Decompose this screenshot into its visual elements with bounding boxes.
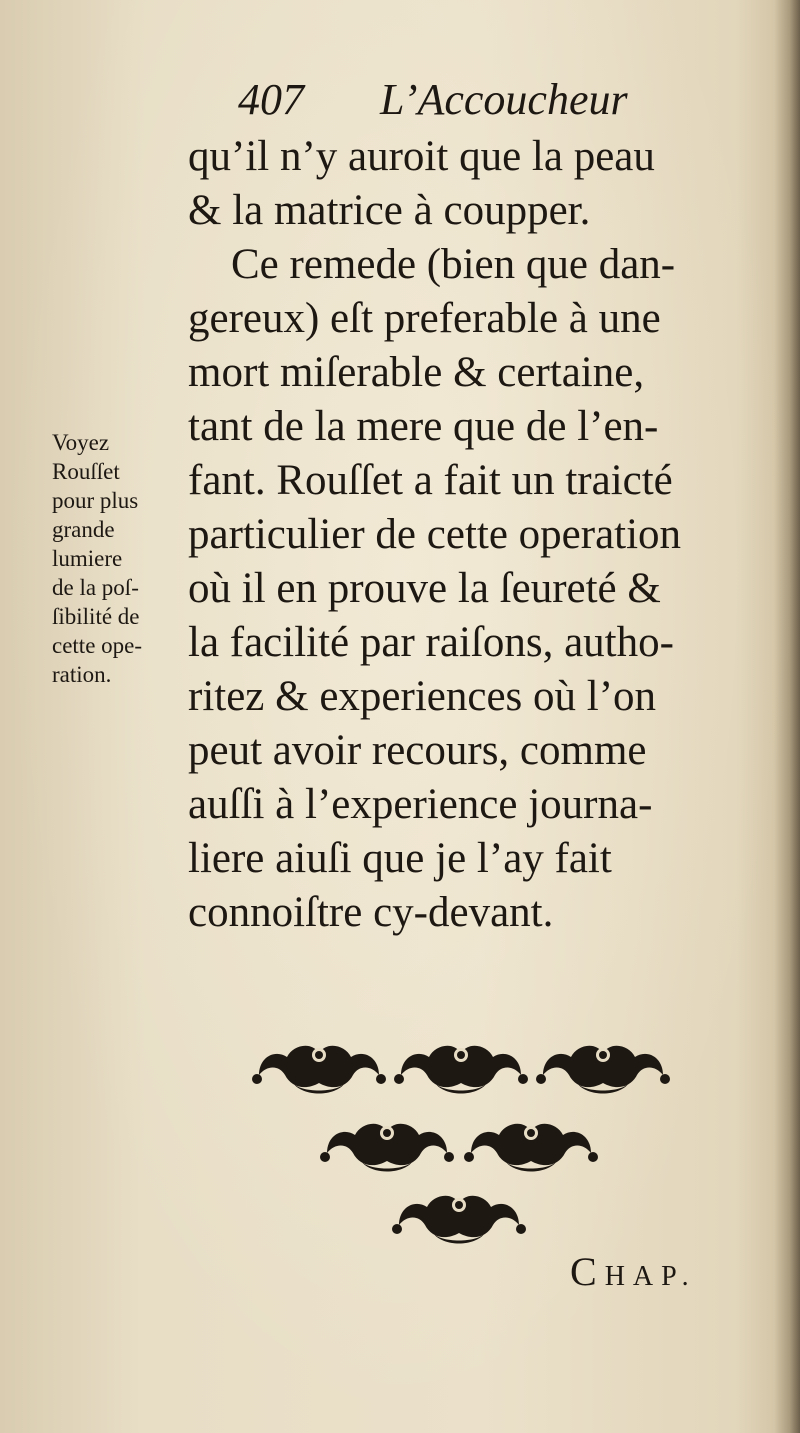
text-line: Ce remede (bien que dan-	[188, 241, 676, 288]
marginal-line: grande	[52, 517, 115, 542]
page-header	[238, 70, 698, 130]
marginal-line: ſibilité de	[52, 604, 140, 629]
text-line: qu’il n’y auroit que la peau	[188, 133, 655, 180]
body-text	[188, 130, 778, 940]
text-line: où il en prouve la ſeureté &	[188, 565, 661, 612]
marginal-line: Voyez	[52, 430, 110, 455]
text-line: tant de la mere que de l’en-	[188, 403, 659, 450]
text-line: fant. Rouſſet a fait un traicté	[188, 457, 673, 504]
text-line: ritez & experiences où l’on	[188, 673, 657, 720]
text-line: liere aiuſi que je l’ay fait	[188, 835, 612, 882]
marginal-line: Rouſſet	[52, 459, 120, 484]
text-line: connoiſtre cy-devant.	[188, 889, 554, 936]
fleuron-ornament-icon	[245, 1035, 675, 1255]
running-title: L’Accoucheur	[380, 75, 628, 124]
marginal-line: ration.	[52, 662, 112, 687]
marginal-line: cette ope-	[52, 633, 143, 658]
text-line: mort miſerable & certaine,	[188, 349, 645, 396]
text-line: particulier de cette operation	[188, 511, 682, 558]
marginal-note	[52, 428, 202, 689]
marginal-line: lumiere	[52, 546, 123, 571]
text-line: la facilité par raiſons, autho-	[188, 619, 674, 666]
marginal-line: pour plus	[52, 488, 139, 513]
catchword-initial: C	[570, 1249, 605, 1294]
text-line: & la matrice à coupper.	[188, 187, 591, 234]
catchword-rest: HAP.	[604, 1261, 697, 1292]
catchword	[570, 1248, 770, 1298]
text-line: gereux) eſt preferable à une	[188, 295, 661, 342]
page-number: 407	[238, 75, 304, 124]
text-line: peut avoir recours, comme	[188, 727, 647, 774]
text-line: auſſi à l’experience journa-	[188, 781, 653, 828]
marginal-line: de la poſ-	[52, 575, 139, 600]
